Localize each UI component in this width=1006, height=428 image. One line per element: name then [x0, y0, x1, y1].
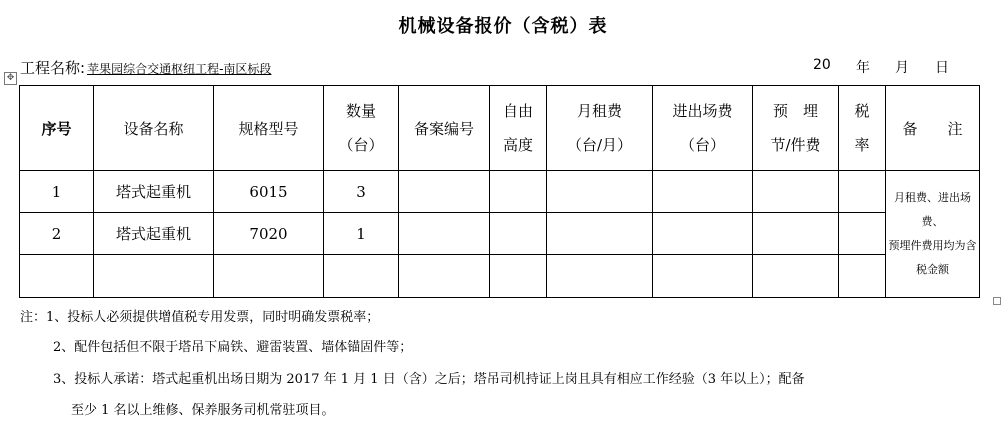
header-embed-line2: 节/件费 — [770, 136, 821, 154]
date-year-prefix: 20 — [813, 57, 831, 73]
remark-note-line: 月租费、进出场费、 — [894, 191, 971, 228]
cell-height[interactable] — [490, 171, 547, 213]
header-height-line1: 自由 — [502, 102, 533, 120]
cell-spec[interactable] — [214, 255, 324, 298]
remark-note-cell[interactable] — [886, 171, 980, 298]
cell-name[interactable] — [94, 255, 214, 298]
cell-seq[interactable]: 1 — [20, 171, 94, 213]
project-name: 苹果园综合交通枢纽工程-南区标段 — [87, 62, 272, 76]
note-line: 3、投标人承诺：塔式起重机出场日期为 2017 年 1 月 1 日（含）之后；塔吊司机持证上岗且具有相应工作经验（3 年以上）；配备 — [53, 372, 805, 387]
cell-record[interactable] — [399, 213, 490, 255]
header-record: 备案编号 — [399, 86, 490, 171]
cell-name[interactable]: 塔式起重机 — [94, 213, 214, 255]
cell-qty[interactable] — [324, 255, 399, 298]
header-seq: 序号 — [20, 86, 94, 171]
remark-note-line: 预埋件费用均为含 — [888, 239, 977, 252]
note-line: 注：1、投标人必须提供增值税专用发票，同时明确发票税率； — [20, 310, 380, 325]
cell-embed[interactable] — [753, 171, 839, 213]
cell-rent[interactable] — [547, 255, 653, 298]
cell-embed[interactable] — [753, 255, 839, 298]
header-move-line1: 进出场费 — [672, 102, 733, 120]
cell-move[interactable] — [653, 213, 753, 255]
header-qty-line2: （台） — [338, 136, 384, 154]
cell-move[interactable] — [653, 255, 753, 298]
header-rent-line1: 月租费 — [576, 102, 622, 120]
cell-tax[interactable] — [839, 171, 886, 213]
cell-spec[interactable]: 7020 — [214, 213, 324, 255]
equipment-quote-table — [19, 85, 980, 298]
table-move-handle-icon[interactable]: ✥ — [4, 72, 17, 85]
cell-spec[interactable]: 6015 — [214, 171, 324, 213]
header-rent-line2: （台/月） — [566, 136, 633, 154]
header-height — [490, 86, 547, 171]
cell-qty[interactable]: 3 — [324, 171, 399, 213]
cell-rent[interactable] — [547, 213, 653, 255]
note-line: 2、配件包括但不限于塔吊下扁铁、避雷装置、墙体锚固件等； — [53, 340, 413, 355]
header-remark: 备 注 — [886, 86, 980, 171]
cell-height[interactable] — [490, 255, 547, 298]
header-qty-line1: 数量 — [345, 102, 376, 120]
table-row — [20, 213, 980, 255]
cell-height[interactable] — [490, 213, 547, 255]
table-row — [20, 171, 980, 213]
cell-rent[interactable] — [547, 171, 653, 213]
cell-seq[interactable] — [20, 255, 94, 298]
header-move — [653, 86, 753, 171]
cell-qty[interactable]: 1 — [324, 213, 399, 255]
header-spec: 规格型号 — [214, 86, 324, 171]
header-qty — [324, 86, 399, 171]
cell-record[interactable] — [399, 255, 490, 298]
table-resize-handle[interactable] — [993, 297, 1001, 305]
note-line: 至少 1 名以上维修、保养服务司机常驻项目。 — [71, 403, 335, 418]
cell-move[interactable] — [653, 171, 753, 213]
header-tax-line1: 税 — [854, 102, 870, 120]
header-rent — [547, 86, 653, 171]
header-tax — [839, 86, 886, 171]
remark-note-line: 税金额 — [916, 263, 949, 276]
header-embed-line1: 预 埋 — [772, 102, 818, 120]
table-row — [20, 255, 980, 298]
cell-seq[interactable]: 2 — [20, 213, 94, 255]
project-label: 工程名称: — [20, 59, 86, 77]
header-embed — [753, 86, 839, 171]
cell-embed[interactable] — [753, 213, 839, 255]
date-day-label: 日 — [935, 60, 949, 76]
cell-record[interactable] — [399, 171, 490, 213]
date-year-label: 年 — [856, 60, 870, 76]
header-tax-line2: 率 — [854, 136, 870, 154]
date-month-label: 月 — [895, 60, 909, 76]
cell-tax[interactable] — [839, 213, 886, 255]
table-header-row — [20, 86, 980, 171]
document-title: 机械设备报价（含税）表 — [398, 16, 608, 37]
header-name: 设备名称 — [94, 86, 214, 171]
cell-name[interactable]: 塔式起重机 — [94, 171, 214, 213]
project-line — [20, 57, 271, 78]
cell-tax[interactable] — [839, 255, 886, 298]
header-move-line2: （台） — [679, 136, 725, 154]
header-height-line2: 高度 — [502, 136, 533, 154]
